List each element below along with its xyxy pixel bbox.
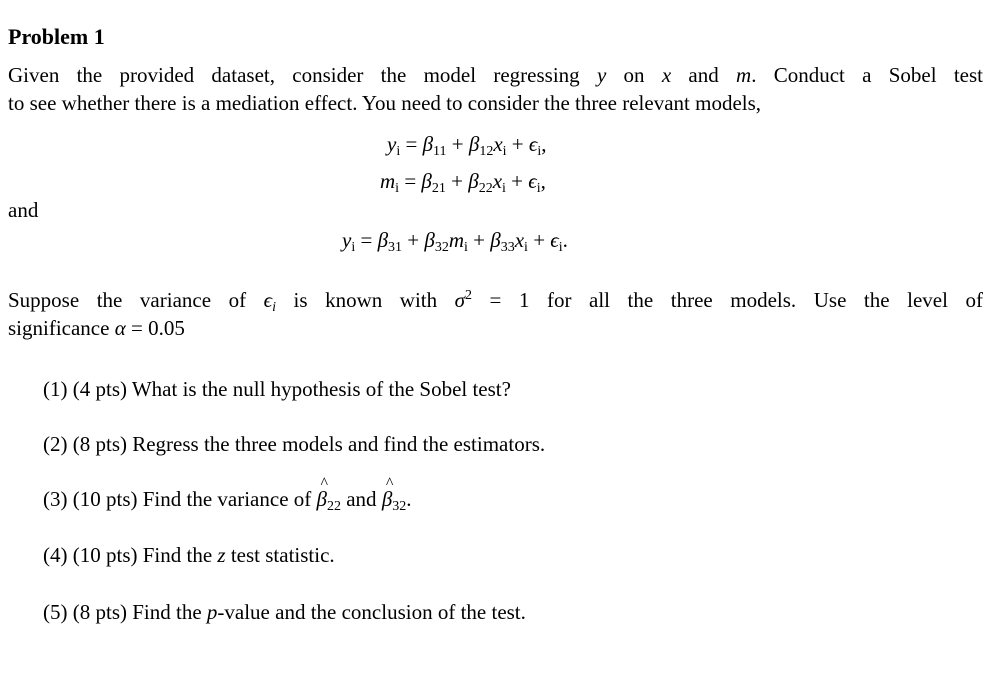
question-5: (5) (8 pts) Find the p-value and the conclusion of the test. [43,600,526,624]
intro-paragraph [8,61,983,117]
equation-2: $m_i = \beta_{21} + \beta_{22}x_i + \epsilon_i$, [380,169,546,196]
question-1: (1) (4 pts) What is the null hypothesis of the Sobel test? [43,377,511,401]
variance-line-1: Suppose the variance of $\epsilon_i$ is known with $\sigma^2 = 1$ for all the three models. Use the level of [8,288,983,315]
problem-title: Problem 1 [8,24,105,49]
intro-line-2: to see whether there is a mediation effect. You need to consider the three relevant models, [8,91,762,115]
question-3: (3) (10 pts) Find the variance of ^ $\beta_{22}$ and ^ $\beta_{32}$. [43,487,412,512]
and-text: and [8,198,39,222]
variance-paragraph [8,286,983,342]
equation-3: $y_i = \beta_{31} + \beta_{32}m_i + \beta_{33}x_i + \epsilon_i$. [342,228,568,255]
question-4: (4) (10 pts) Find the z test statistic. [43,543,335,567]
equation-1: $y_i = \beta_{11} + \beta_{12}x_i + \epsilon_i$, [387,132,547,159]
variance-line-2: significance α = 0.05 [8,316,185,340]
intro-line-1: Given the provided dataset, consider the model regressing y on x and m. Conduct a Sobel test [8,63,983,87]
question-2: (2) (8 pts) Regress the three models and find the estimators. [43,432,546,456]
